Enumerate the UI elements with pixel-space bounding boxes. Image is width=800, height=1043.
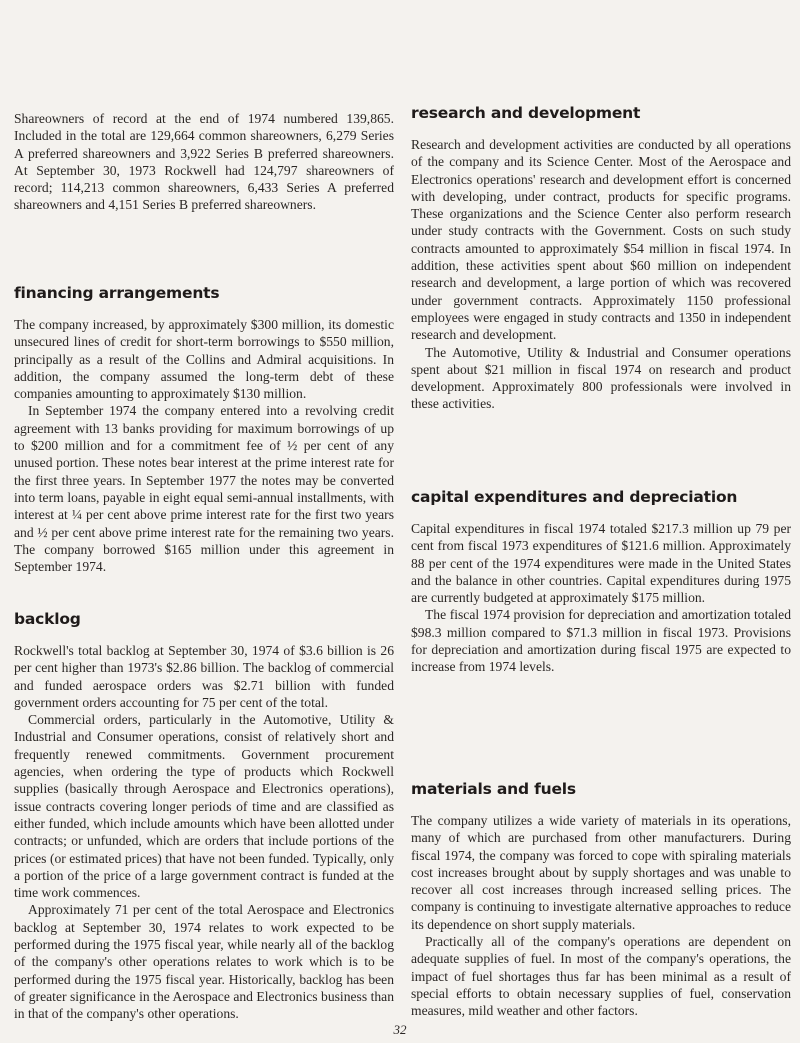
capital-heading: capital expenditures and depreciation — [411, 488, 738, 506]
backlog-section — [14, 610, 394, 1023]
financing-paragraph-2: In September 1974 the company entered into a revolving credit agreement with 13 banks providing for maximum borrowings of up to $200 million and for a commitment fee of ½ per cent of any unused portion. These notes bear interest at the prime interest rate for the first three years. In September 1977 the notes may be converted into term loans, payable in eight equal semi-annual installments, with interest at ¼ per cent above prime interest rate for the first two years and ½ per cent above prime interest rate for the remaining two years. The company borrowed $165 million under this agreement in September 1974. — [14, 403, 394, 575]
research-paragraph-1: Research and development activities are conducted by all operations of the company and its Science Center. Most of the Aerospace and Electronics operations' research and development effort is concerned with developing, under contract, products for specific programs. These organizations and the Science Center also perform research under study contracts with the Government. Costs on such study contracts amounted to approximately $54 million in fiscal 1974. In addition, these activities spent about $60 million on independent research and development, a large portion of which was recovered under government contracts. Approximately 1150 professional employees were engaged in study contracts and 1350 in independent research and development. — [411, 137, 791, 343]
backlog-paragraph-1: Rockwell's total backlog at September 30, 1974 of $3.6 billion is 26 per cent higher than 1973's $2.86 billion. The backlog of commercial and funded aerospace orders was $2.71 billion with funded government orders accounting for 75 per cent of the total. — [14, 643, 394, 710]
research-section — [411, 104, 791, 413]
research-paragraph-2: The Automotive, Utility & Industrial and Consumer operations spent about $21 million in fiscal 1974 on research and product development. Approximately 800 professionals were involved in these activities. — [411, 344, 791, 412]
materials-section — [411, 780, 791, 1020]
page-number: 32 — [393, 1022, 407, 1037]
materials-paragraph-2: Practically all of the company's operations are dependent on adequate supplies of fuel. In most of the company's operations, the impact of fuel shortages thus far has been minimal as a result of special efforts to obtain necessary supplies of fuel, conservation measures, mild weather and other factors. — [411, 934, 791, 1019]
financing-section — [14, 284, 394, 575]
shareowners-paragraph: Shareowners of record at the end of 1974 numbered 139,865. Included in the total are 129,664 common shareowners, 6,279 Series A preferred shareowners and 3,922 Series B preferred shareowners. At September 30, 1973 Rockwell had 124,797 shareowners of record; 114,213 common shareowners, 6,433 Series A preferred shareowners and 4,151 Series B preferred shareowners. — [14, 111, 394, 213]
research-heading: research and development — [411, 104, 641, 122]
materials-paragraph-1: The company utilizes a wide variety of materials in its operations, many of which are purchased from other manufacturers. During fiscal 1974, the company was forced to cope with spiraling materials cost increases brought about by supply shortages and was unable to recover all cost increases through increased selling prices. The company is continuing to investigate alternative approaches to reduce its dependence on short supply materials. — [411, 813, 791, 932]
capital-paragraph-2: The fiscal 1974 provision for depreciation and amortization totaled $98.3 million compared to $71.3 million in fiscal 1973. Provisions for depreciation and amortization during fiscal 1975 are expected to increase from 1974 levels. — [411, 607, 791, 675]
financing-heading: financing arrangements — [14, 284, 220, 302]
backlog-paragraph-2: Commercial orders, particularly in the Automotive, Utility & Industrial and Consumer operations, consist of relatively short and frequently renewed commitments. Government procurement agencies, when ordering the type of products which Rockwell supplies (basically through Aerospace and Electronics operations), issue contracts covering longer periods of time and are classified as either funded, which include amounts which have been allotted under contracts; or unfunded, which are orders that include portions of the prices (or estimated prices) that have not been funded. Typically, only a portion of the price of a large government contract is funded at the time work commences. — [14, 712, 394, 901]
materials-heading: materials and fuels — [411, 780, 576, 798]
capital-paragraph-1: Capital expenditures in fiscal 1974 totaled $217.3 million up 79 per cent from fiscal 1973 expenditures of $121.6 million. Approximately 88 per cent of the 1974 expenditures were made in the United States and the balance in other countries. Capital expenditures during 1975 are currently budgeted at approximately $175 million. — [411, 521, 791, 606]
shareowners-section — [14, 110, 394, 214]
financing-paragraph-1: The company increased, by approximately $300 million, its domestic unsecured lines of credit for short-term borrowings to $550 million, principally as a result of the Collins and Admiral acquisitions. In addition, the company assumed the long-term debt of these companies amounting to approximately $130 million. — [14, 317, 394, 402]
backlog-heading: backlog — [14, 610, 81, 628]
capital-section — [411, 488, 791, 676]
backlog-paragraph-3: Approximately 71 per cent of the total Aerospace and Electronics backlog at September 30, 1974 relates to work expected to be performed during the 1975 fiscal year, while nearly all of the backlog of the company's other operations relates to work which is to be performed during the 1975 fiscal year. Historically, backlog has been of greater significance in the Aerospace and Electronics business than in that of the company's other operations. — [14, 902, 394, 1022]
